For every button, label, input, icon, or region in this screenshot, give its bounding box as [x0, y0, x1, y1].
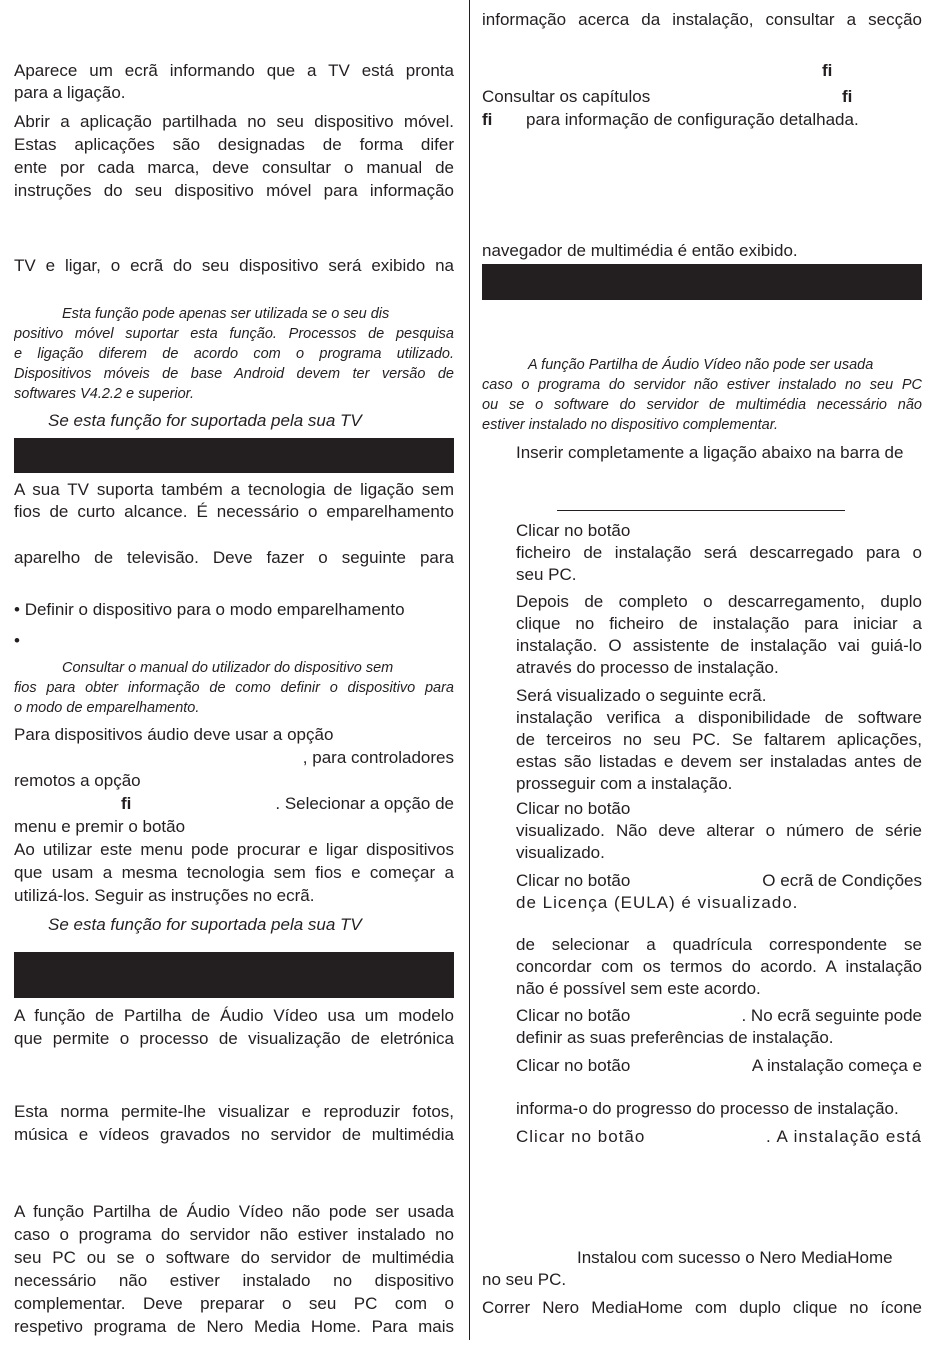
text-line: Ao utilizar este menu pode procurar e ligar dispositivos: [14, 840, 454, 859]
step-text: prosseguir com a instalação.: [516, 774, 733, 793]
step-text: de Licença (EULA) é visualizado.: [516, 893, 799, 912]
support-note: Se esta função for suportada pela sua TV: [48, 915, 362, 934]
section-header-bar: [14, 952, 454, 998]
step-text: seu PC.: [516, 565, 577, 584]
step-text: através do processo de instalação.: [516, 658, 779, 677]
ligature-fragment: fi: [482, 110, 493, 129]
column-divider: [469, 0, 470, 1340]
text-line: Abrir a aplicação partilhada no seu dispositivo móvel.: [14, 112, 454, 131]
ligature-fragment: fi: [121, 794, 132, 813]
section-header-bar: [482, 264, 922, 300]
text-line: TV e ligar, o ecrã do seu dispositivo será exibido na: [14, 256, 454, 275]
step-text: Clicar no botão: [516, 521, 631, 540]
text-line: que permite o processo de visualização de eletrónica: [14, 1029, 454, 1048]
text-line: que usam a mesma tecnologia sem fios e começar a: [14, 863, 454, 882]
step-text: O ecrã de Condições: [762, 871, 922, 890]
text-line: instruções do seu dispositivo móvel para informação: [14, 181, 454, 200]
text-line: menu e premir o botão: [14, 817, 186, 836]
step-text: estas são listadas e devem ser instaladas antes de: [516, 752, 922, 771]
text-line: informação acerca da instalação, consultar a secção: [482, 10, 922, 29]
text-line: , para controladores: [302, 748, 454, 767]
support-note: Se esta função for suportada pela sua TV: [48, 411, 362, 430]
text-line: no seu PC.: [482, 1270, 567, 1289]
step-text: Clicar no botão: [516, 1127, 646, 1146]
note-line: ou se o software do servidor de multimédia necessário não: [482, 397, 922, 413]
bullet-icon: •: [14, 600, 20, 619]
text-line: música e vídeos gravados no servidor de multimédia: [14, 1125, 454, 1144]
text-line: Para dispositivos áudio deve usar a opção: [14, 725, 334, 744]
step-text: Clicar no botão: [516, 799, 631, 818]
step-text: instalação verifica a disponibilidade de software: [516, 708, 922, 727]
step-text: concordar com os termos do acordo. A instalação: [516, 957, 922, 976]
note-line: e ligação diferem de acordo com o programa utilizado.: [14, 346, 454, 362]
text-line: Esta norma permite-lhe visualizar e reproduzir fotos,: [14, 1102, 454, 1121]
ligature-fragment: fi: [842, 87, 853, 106]
text-line: Correr Nero MediaHome com duplo clique no ícone: [482, 1298, 922, 1317]
note-line: Consultar o manual do utilizador do dispositivo sem: [62, 660, 394, 676]
step-text: Clicar no botão: [516, 1056, 631, 1075]
step-text: Depois de completo o descarregamento, duplo: [516, 592, 922, 611]
note-line: positivo móvel suportar esta função. Processos de pesquisa: [14, 326, 454, 342]
text-line: Consultar os capítulos: [482, 87, 651, 106]
text-line: remotos a opção: [14, 771, 141, 790]
step-text: Clicar no botão: [516, 871, 631, 890]
note-line: o modo de emparelhamento.: [14, 700, 200, 716]
text-line: complementar. Deve preparar o seu PC com o: [14, 1294, 454, 1313]
note-line: A função Partilha de Áudio Vídeo não pode ser usada: [528, 357, 874, 373]
step-text: . No ecrã seguinte pode: [741, 1006, 922, 1025]
step-text: definir as suas preferências de instalação.: [516, 1028, 834, 1047]
text-line: para informação de configuração detalhada.: [526, 110, 859, 129]
section-header-bar: [14, 438, 454, 473]
text-line: respetivo programa de Nero Media Home. Para mais: [14, 1317, 454, 1336]
bullet-icon: •: [14, 631, 20, 650]
text-line: Aparece um ecrã informando que a TV está pronta: [14, 61, 454, 80]
text-line: para a ligação.: [14, 83, 126, 102]
text-line: navegador de multimédia é então exibido.: [482, 241, 798, 260]
step-text: de terceiros no seu PC. Se faltarem aplicações,: [516, 730, 922, 749]
step-text: informa-o do progresso do processo de instalação.: [516, 1099, 899, 1118]
note-line: estiver instalado no dispositivo complementar.: [482, 417, 779, 433]
bullet-text: Definir o dispositivo para o modo emparelhamento: [24, 600, 405, 619]
step-text: A instalação começa e: [751, 1056, 922, 1075]
step-text: de selecionar a quadrícula correspondente se: [516, 935, 922, 954]
note-line: caso o programa do servidor não estiver instalado no seu PC: [482, 377, 922, 393]
step-text: visualizado.: [516, 843, 605, 862]
text-line: A função de Partilha de Áudio Vídeo usa um modelo: [14, 1006, 454, 1025]
step-text: clique no ficheiro de instalação para iniciar a: [516, 614, 922, 633]
note-line: fios para obter informação de como definir o dispositivo para: [14, 680, 454, 696]
step-text: Inserir completamente a ligação abaixo na barra de: [516, 443, 904, 462]
step-text: instalação. O assistente de instalação vai guiá-lo: [516, 636, 922, 655]
text-line: seu PC ou se o software do servidor de multimédia: [14, 1248, 454, 1267]
link-underline: [557, 510, 845, 511]
text-line: . Selecionar a opção de: [275, 794, 454, 813]
step-text: ficheiro de instalação será descarregado para o: [516, 543, 922, 562]
step-text: . A instalação está: [765, 1127, 922, 1146]
text-line: aparelho de televisão. Deve fazer o seguinte para: [14, 548, 454, 567]
note-line: Esta função pode apenas ser utilizada se o seu dis: [62, 306, 390, 322]
ligature-fragment: fi: [822, 61, 833, 80]
text-line: Instalou com sucesso o Nero MediaHome: [577, 1248, 893, 1267]
text-line: A função Partilha de Áudio Vídeo não pode ser usada: [14, 1202, 454, 1221]
step-text: Clicar no botão: [516, 1006, 631, 1025]
note-line: Dispositivos móveis de base Android devem ter versão de: [14, 366, 454, 382]
note-line: softwares V4.2.2 e superior.: [14, 386, 194, 402]
text-line: A sua TV suporta também a tecnologia de ligação sem: [14, 480, 454, 499]
text-line: necessário não estiver instalado no dispositivo: [14, 1271, 454, 1290]
step-text: Será visualizado o seguinte ecrã.: [516, 686, 767, 705]
bullet-item: [14, 630, 454, 652]
step-text: visualizado. Não deve alterar o número de série: [516, 821, 922, 840]
text-line: ente por cada marca, deve consultar o manual de: [14, 158, 454, 177]
step-text: não é possível sem este acordo.: [516, 979, 761, 998]
text-line: caso o programa do servidor não estiver instalado no: [14, 1225, 454, 1244]
text-line: utilizá-los. Seguir as instruções no ecrã.: [14, 886, 315, 905]
text-line: fios de curto alcance. É necessário o emparelhamento: [14, 502, 454, 521]
text-line: Estas aplicações são designadas de forma difer: [14, 135, 454, 154]
bullet-item: [14, 599, 454, 621]
